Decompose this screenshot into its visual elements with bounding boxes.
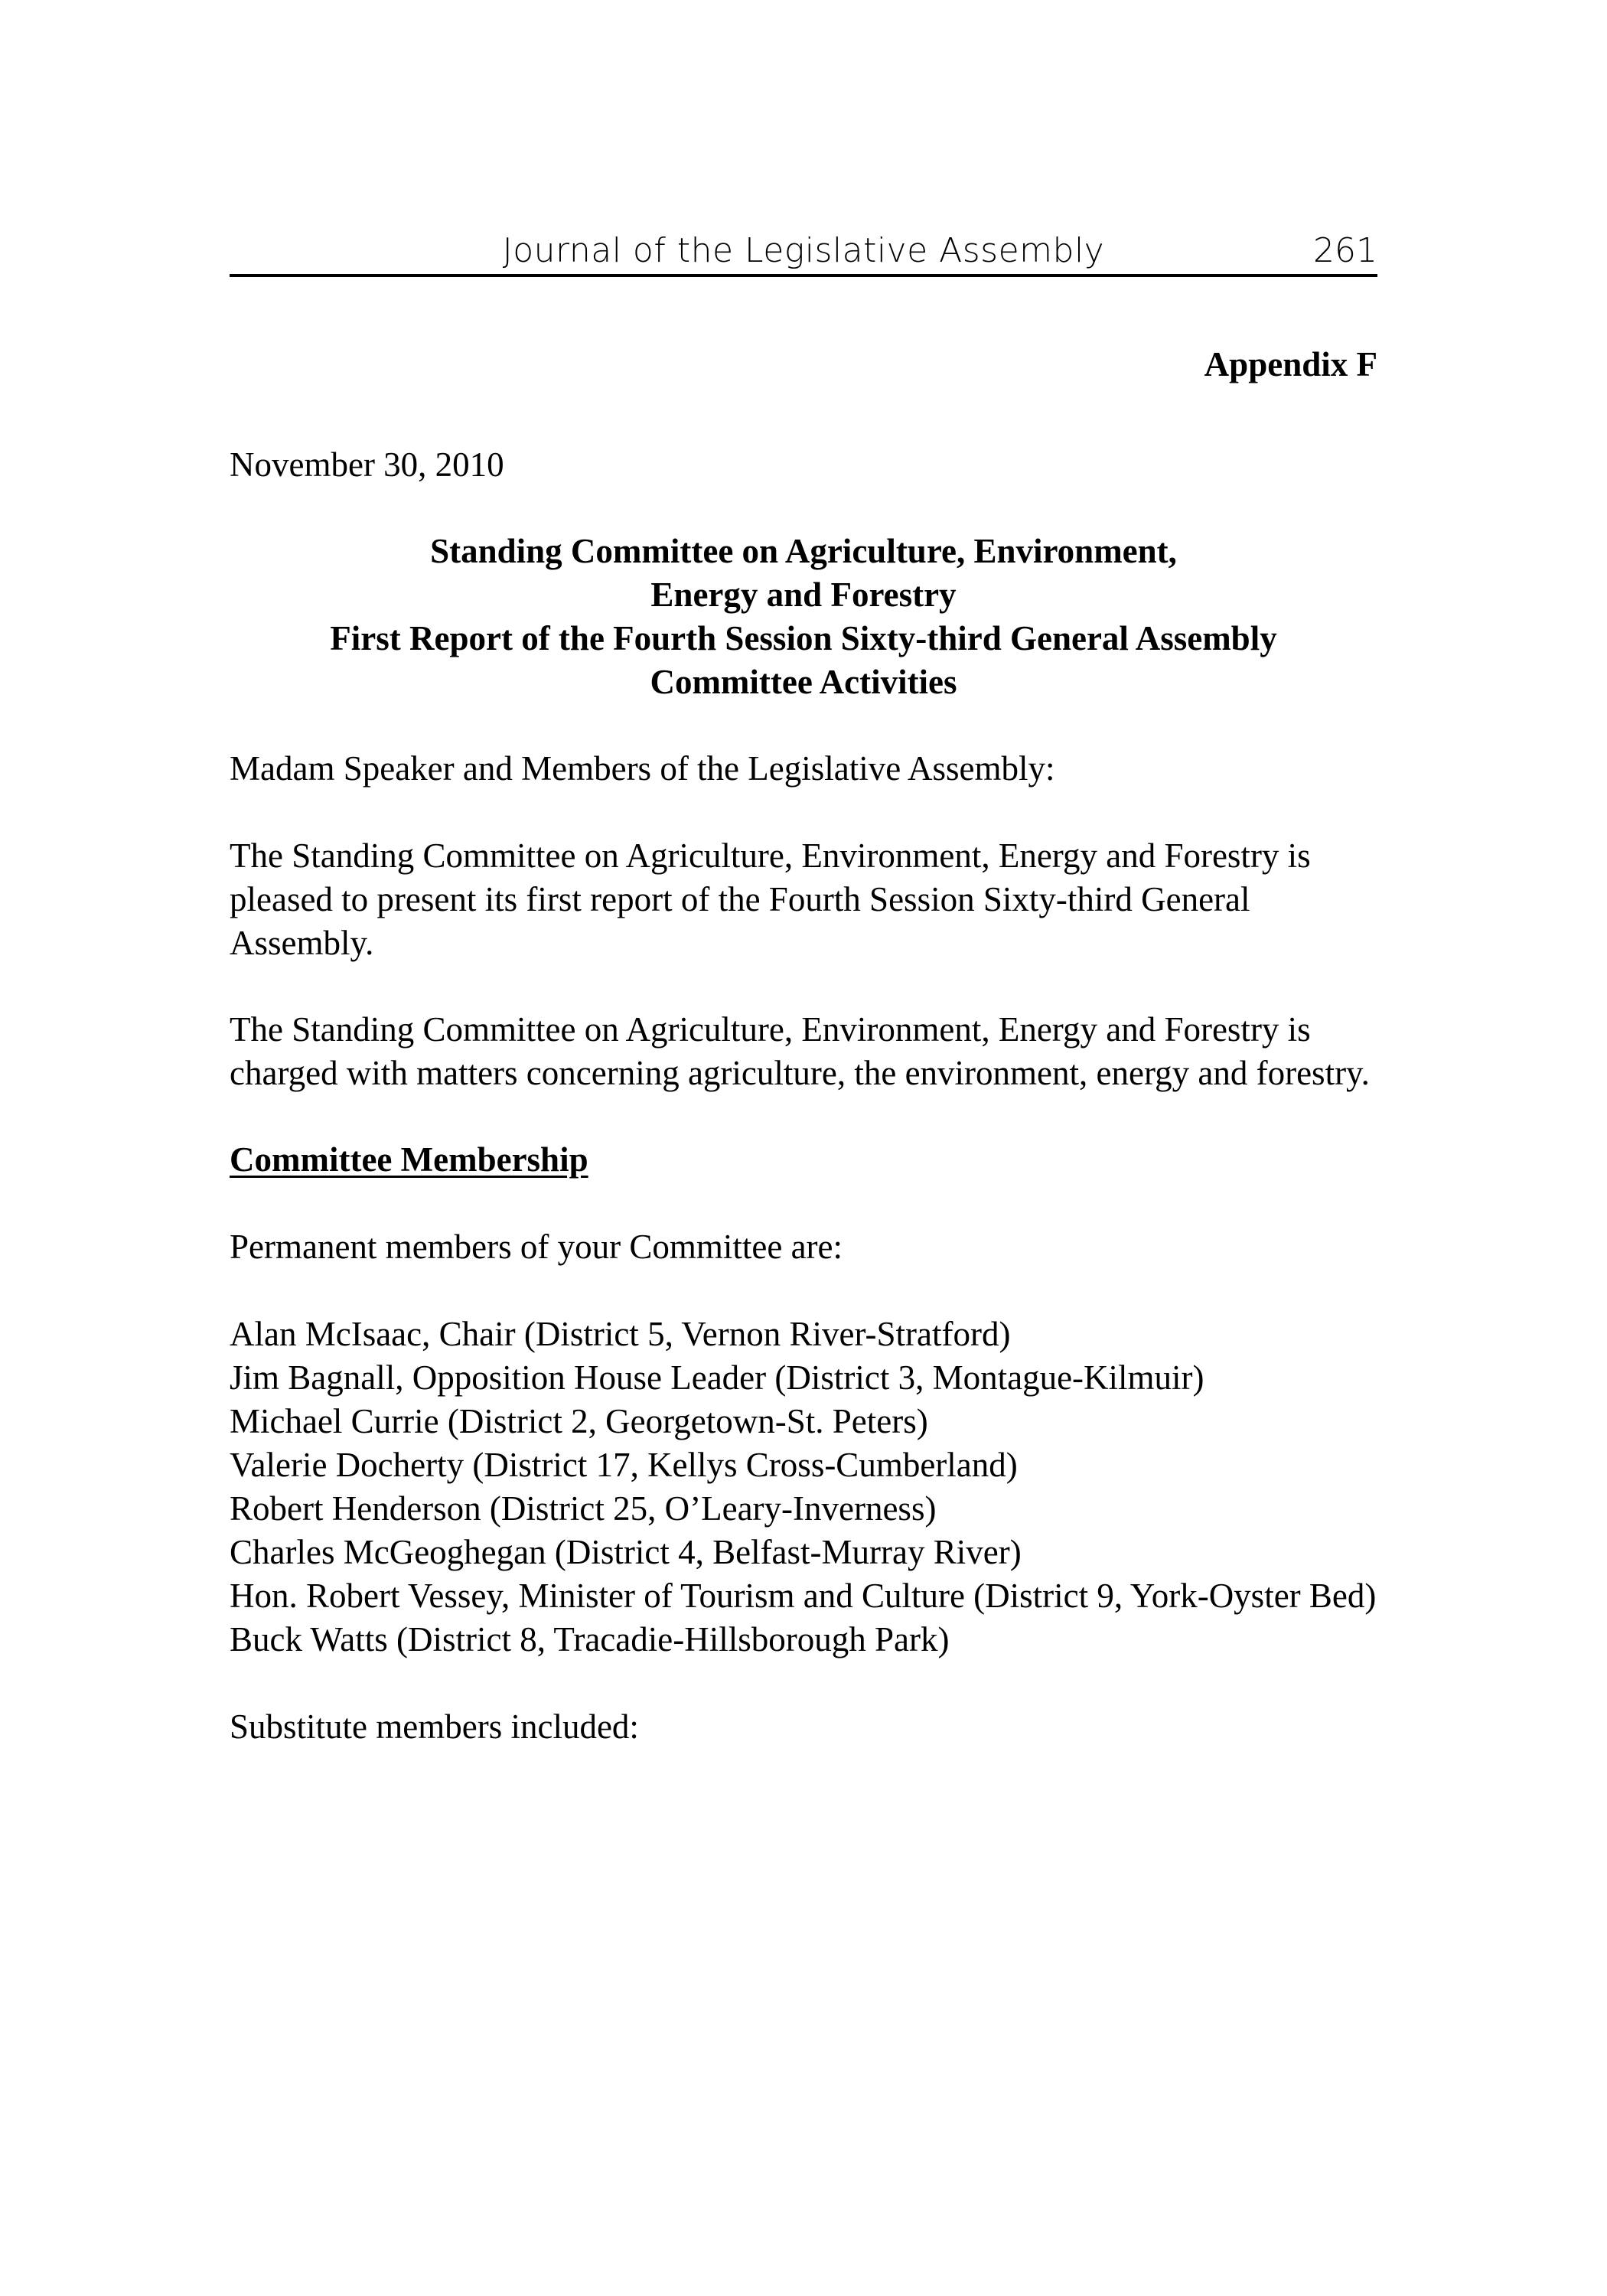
member-item: Robert Henderson (District 25, O’Leary-Inverness) [230,1489,937,1528]
page-number: 261 [1313,231,1377,270]
member-item: Hon. Robert Vessey, Minister of Tourism and Culture (District 9, York-Oyster Bed) [230,1577,1377,1615]
heading-line-1: Standing Committee on Agriculture, Environment, [430,532,1177,570]
running-header [230,228,1377,277]
member-item: Jim Bagnall, Opposition House Leader (District 3, Montague-Kilmuir) [230,1358,1204,1397]
heading-line-4: Committee Activities [650,663,957,701]
report-date: November 30, 2010 [230,445,504,484]
heading-line-3: First Report of the Fourth Session Sixty-third General Assembly [330,619,1277,657]
permanent-members-list [230,1313,1377,1662]
appendix-label: Appendix F [1204,345,1377,383]
report-heading [230,530,1377,704]
document-body [230,321,1377,1749]
member-item: Buck Watts (District 8, Tracadie-Hillsborough Park) [230,1620,950,1658]
section-heading-membership: Committee Membership [230,1140,588,1179]
member-item: Charles McGeoghegan (District 4, Belfast-Murray River) [230,1533,1022,1571]
body-paragraph-2: The Standing Committee on Agriculture, Environment, Energy and Forestry is charged with matters concerning agriculture, the environment, energy and forestry. [230,1010,1370,1092]
salutation: Madam Speaker and Members of the Legislative Assembly: [230,749,1055,788]
body-paragraph-1: The Standing Committee on Agriculture, Environment, Energy and Forestry is pleased to present its first report of the Fourth Session Sixty-third General Assembly. [230,837,1311,962]
member-item: Michael Currie (District 2, Georgetown-St. Peters) [230,1402,928,1440]
substitute-members-intro: Substitute members included: [230,1707,639,1746]
running-title: Journal of the Legislative Assembly [502,231,1105,270]
member-item: Valerie Docherty (District 17, Kellys Cross-Cumberland) [230,1446,1018,1484]
heading-line-2: Energy and Forestry [650,576,957,614]
member-item: Alan McIsaac, Chair (District 5, Vernon River-Stratford) [230,1315,1011,1353]
permanent-members-intro: Permanent members of your Committee are: [230,1228,843,1266]
